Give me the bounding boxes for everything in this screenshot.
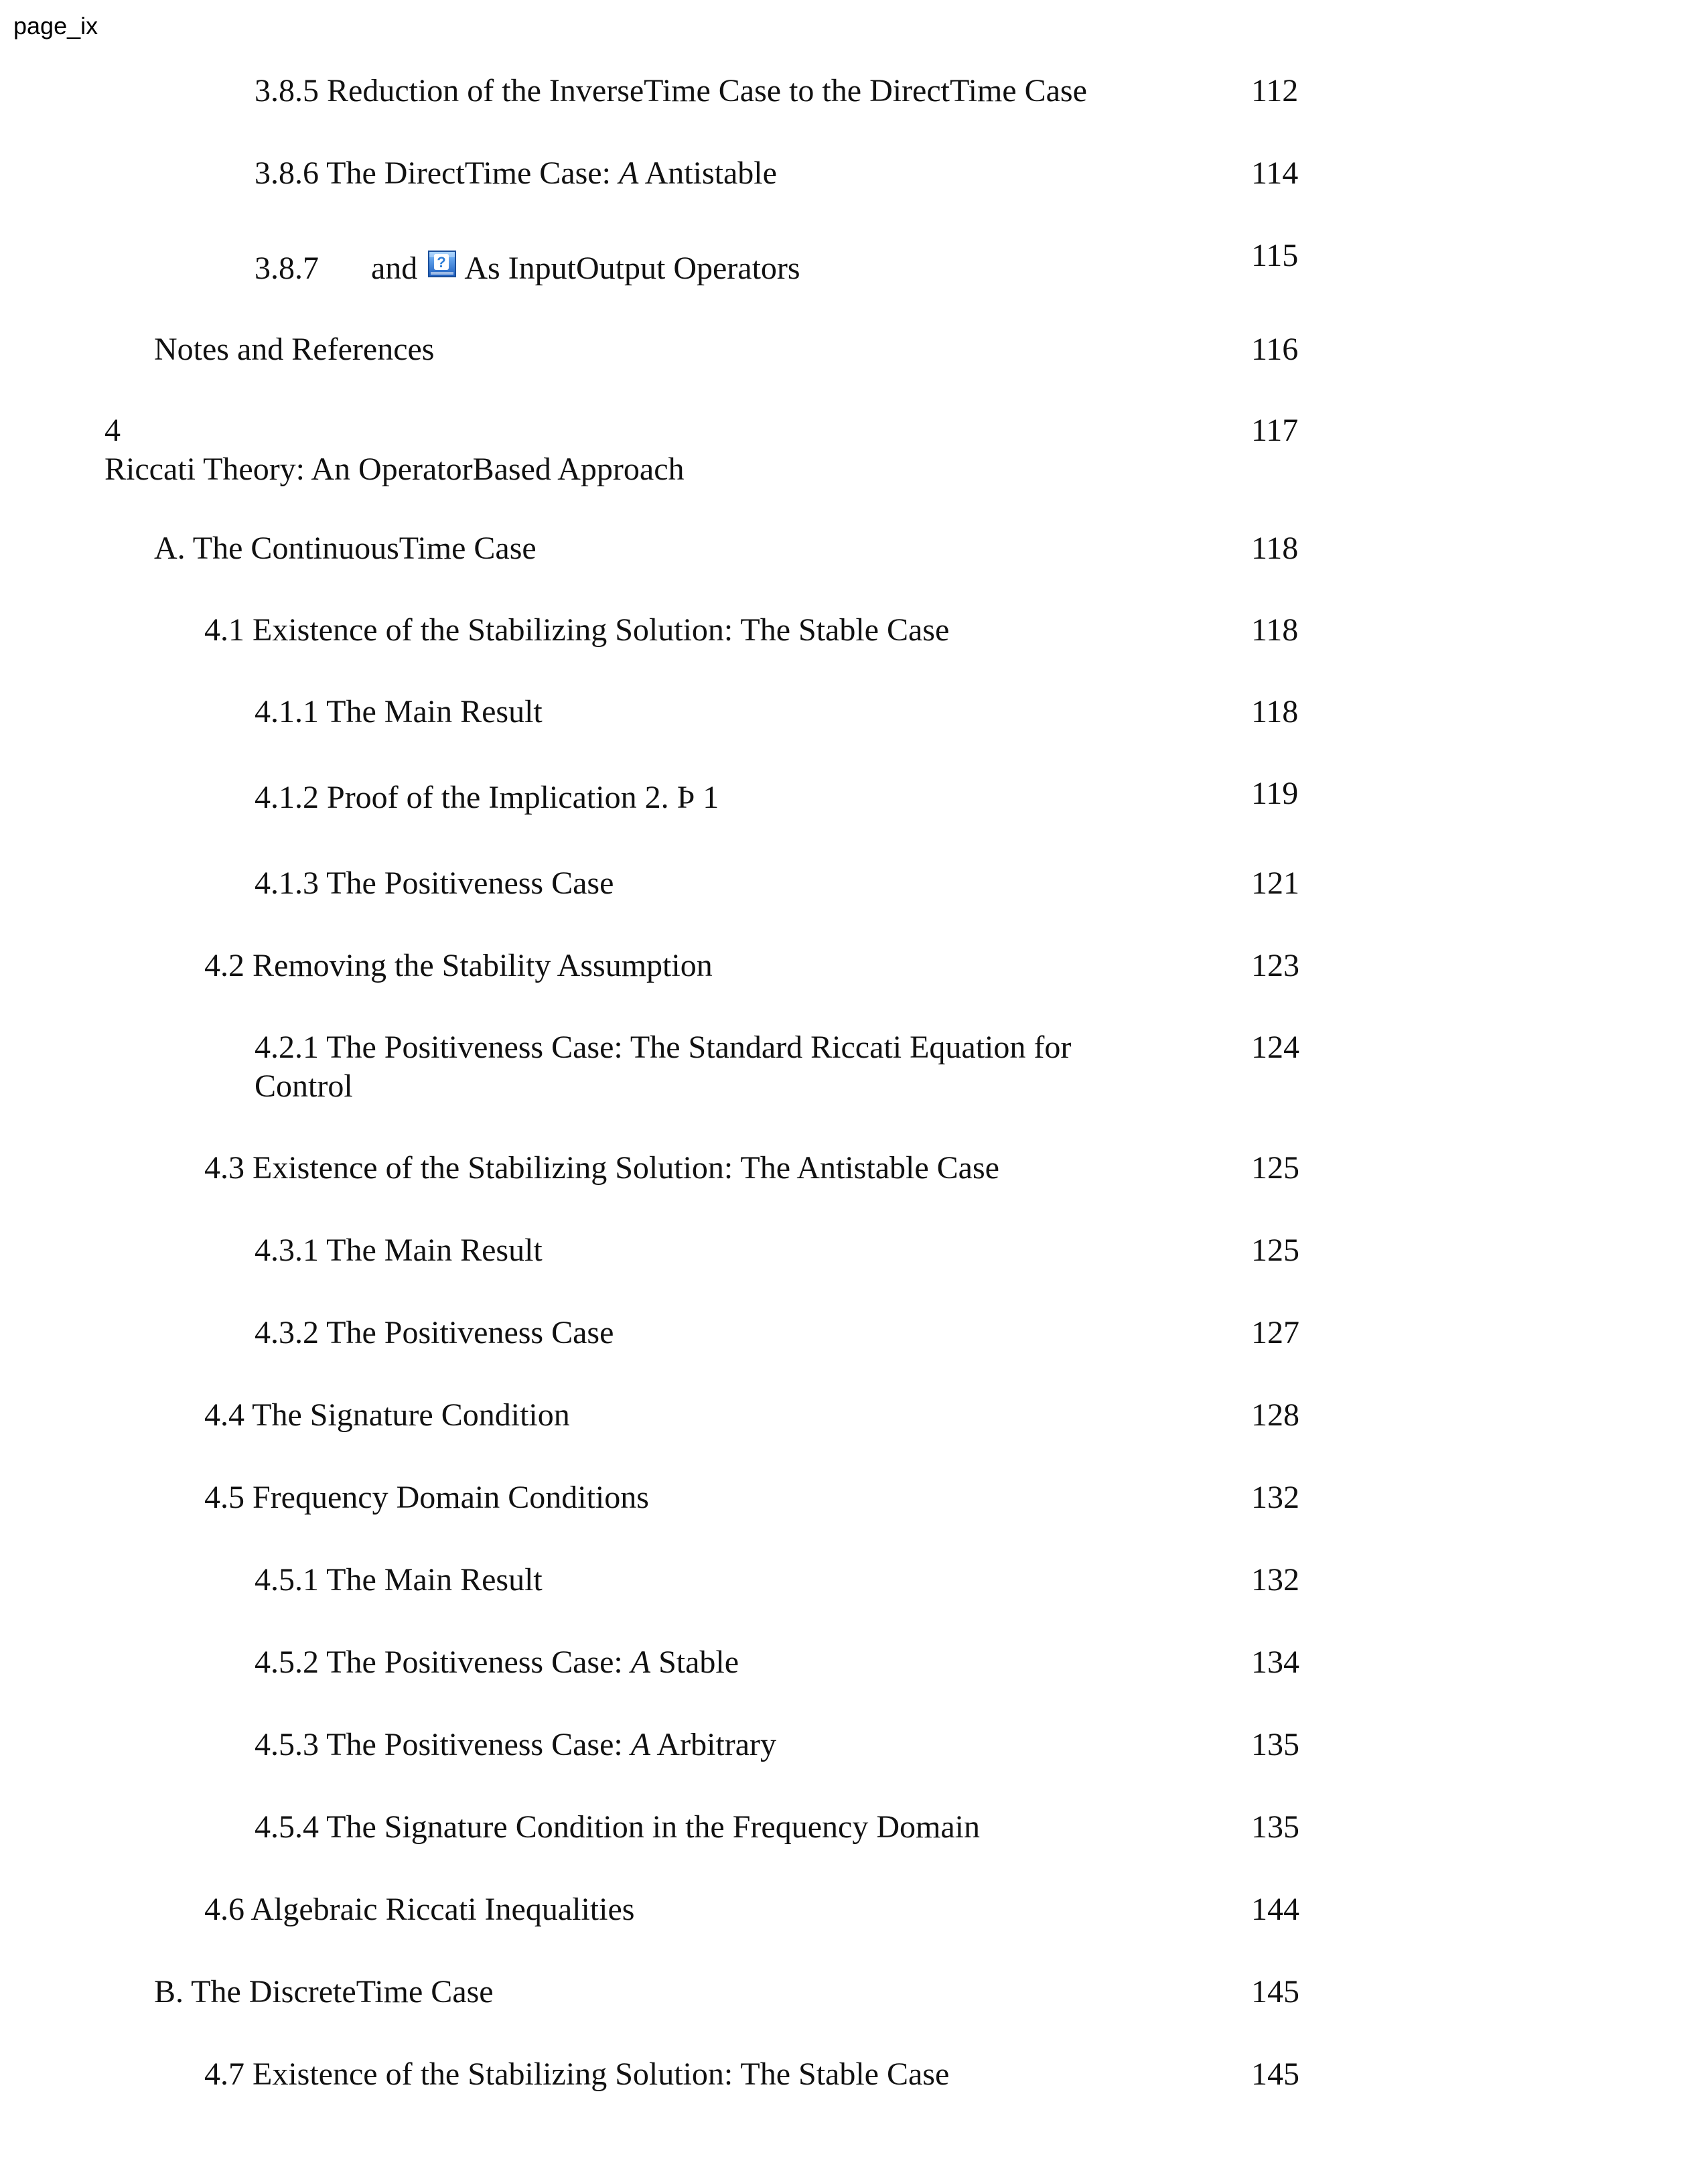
toc-entry-title: 4.1.2 Proof of the Implication 2. Þ 1 xyxy=(255,780,719,815)
chapter-title: Riccati Theory: An OperatorBased Approach xyxy=(104,451,685,487)
toc-page-number: 132 xyxy=(1251,1562,1299,1598)
toc-entry-title xyxy=(255,154,1152,193)
toc-page-number: 145 xyxy=(1251,1974,1299,2010)
section-number: 3.8.7 xyxy=(255,251,319,286)
missing-image-icon xyxy=(427,248,459,281)
title-suffix: Arbitrary xyxy=(650,1727,777,1762)
toc-page-number: 145 xyxy=(1251,2056,1299,2092)
toc-page-number: 123 xyxy=(1251,948,1299,983)
title-suffix: As InputOutput Operators xyxy=(464,251,800,286)
toc-entry-title: 4.5.4 The Signature Condition in the Frequency Domain xyxy=(255,1809,980,1845)
toc-entry-title: 4.1.1 The Main Result xyxy=(255,694,543,729)
toc-page-number: 114 xyxy=(1251,155,1299,191)
toc-page-number: 124 xyxy=(1251,1030,1299,1065)
toc-entry-title xyxy=(104,411,1163,489)
title-prefix: 4.5.3 The Positiveness Case: xyxy=(255,1727,631,1762)
toc-page-number: 118 xyxy=(1251,531,1299,566)
title-suffix: Antistable xyxy=(638,155,777,191)
toc-entry-title: 4.5.1 The Main Result xyxy=(255,1562,543,1598)
chapter-number: 4 xyxy=(104,413,121,448)
toc-entry-title: 4.3 Existence of the Stabilizing Solution: The Antistable Case xyxy=(204,1150,999,1186)
toc-entry-title xyxy=(255,1726,1152,1764)
toc-entry-title: 4.2.1 The Positiveness Case: The Standard Riccati Equation for Control xyxy=(255,1030,1072,1104)
toc-page-number: 132 xyxy=(1251,1480,1299,1515)
toc-entry-title: 3.8.5 Reduction of the InverseTime Case to the DirectTime Case xyxy=(255,73,1087,109)
toc-page-number: 134 xyxy=(1251,1644,1299,1680)
toc-entry-title: 4.3.2 The Positiveness Case xyxy=(255,1315,614,1350)
toc-entry-title: 4.3.1 The Main Result xyxy=(255,1233,543,1268)
title-variable: A xyxy=(618,155,639,191)
toc-entry-title: B. The DiscreteTime Case xyxy=(154,1974,494,2010)
toc-page-number: 128 xyxy=(1251,1397,1299,1433)
title-prefix: 3.8.6 The DirectTime Case: xyxy=(255,155,619,191)
toc-entry-title: 4.6 Algebraic Riccati Inequalities xyxy=(204,1892,635,1927)
toc-page-number: 115 xyxy=(1251,238,1299,273)
toc-page-number: 135 xyxy=(1251,1809,1299,1845)
toc-page-number: 144 xyxy=(1251,1892,1299,1927)
toc-entry-title: 4.5 Frequency Domain Conditions xyxy=(204,1480,649,1515)
toc-page-number: 118 xyxy=(1251,694,1299,729)
title-variable: A xyxy=(630,1644,651,1680)
toc-page-number: 118 xyxy=(1251,612,1299,648)
toc-page-number: 121 xyxy=(1251,865,1299,901)
toc-entry-title: 4.7 Existence of the Stabilizing Solution: The Stable Case xyxy=(204,2056,950,2092)
title-suffix: Stable xyxy=(650,1644,739,1680)
toc-page-number: 125 xyxy=(1251,1150,1299,1186)
toc-entry-title: Notes and References xyxy=(154,332,435,367)
word-and: and xyxy=(371,251,418,286)
title-variable: A xyxy=(630,1727,651,1762)
toc-entry-title: 4.1.3 The Positiveness Case xyxy=(255,865,614,901)
toc-entry-title xyxy=(255,1643,1152,1682)
svg-text:?: ? xyxy=(437,254,447,271)
toc-page-number: 112 xyxy=(1251,73,1299,109)
toc-entry-title: 4.2 Removing the Stability Assumption xyxy=(204,948,713,983)
toc-page-number: 127 xyxy=(1251,1315,1299,1350)
toc-entry-title: A. The ContinuousTime Case xyxy=(154,531,537,566)
toc-page-number: 135 xyxy=(1251,1727,1299,1762)
toc-page-number: 119 xyxy=(1251,776,1299,811)
toc-entry-title: 4.1 Existence of the Stabilizing Solution: The Stable Case xyxy=(204,612,950,648)
page-label: page_ix xyxy=(13,12,98,40)
toc-page-number: 116 xyxy=(1251,332,1299,367)
toc-entry-title xyxy=(255,248,1152,288)
title-prefix: 4.5.2 The Positiveness Case: xyxy=(255,1644,631,1680)
toc-page-number: 125 xyxy=(1251,1233,1299,1268)
toc-page-number: 117 xyxy=(1251,413,1299,448)
toc-entry-title: 4.4 The Signature Condition xyxy=(204,1397,570,1433)
